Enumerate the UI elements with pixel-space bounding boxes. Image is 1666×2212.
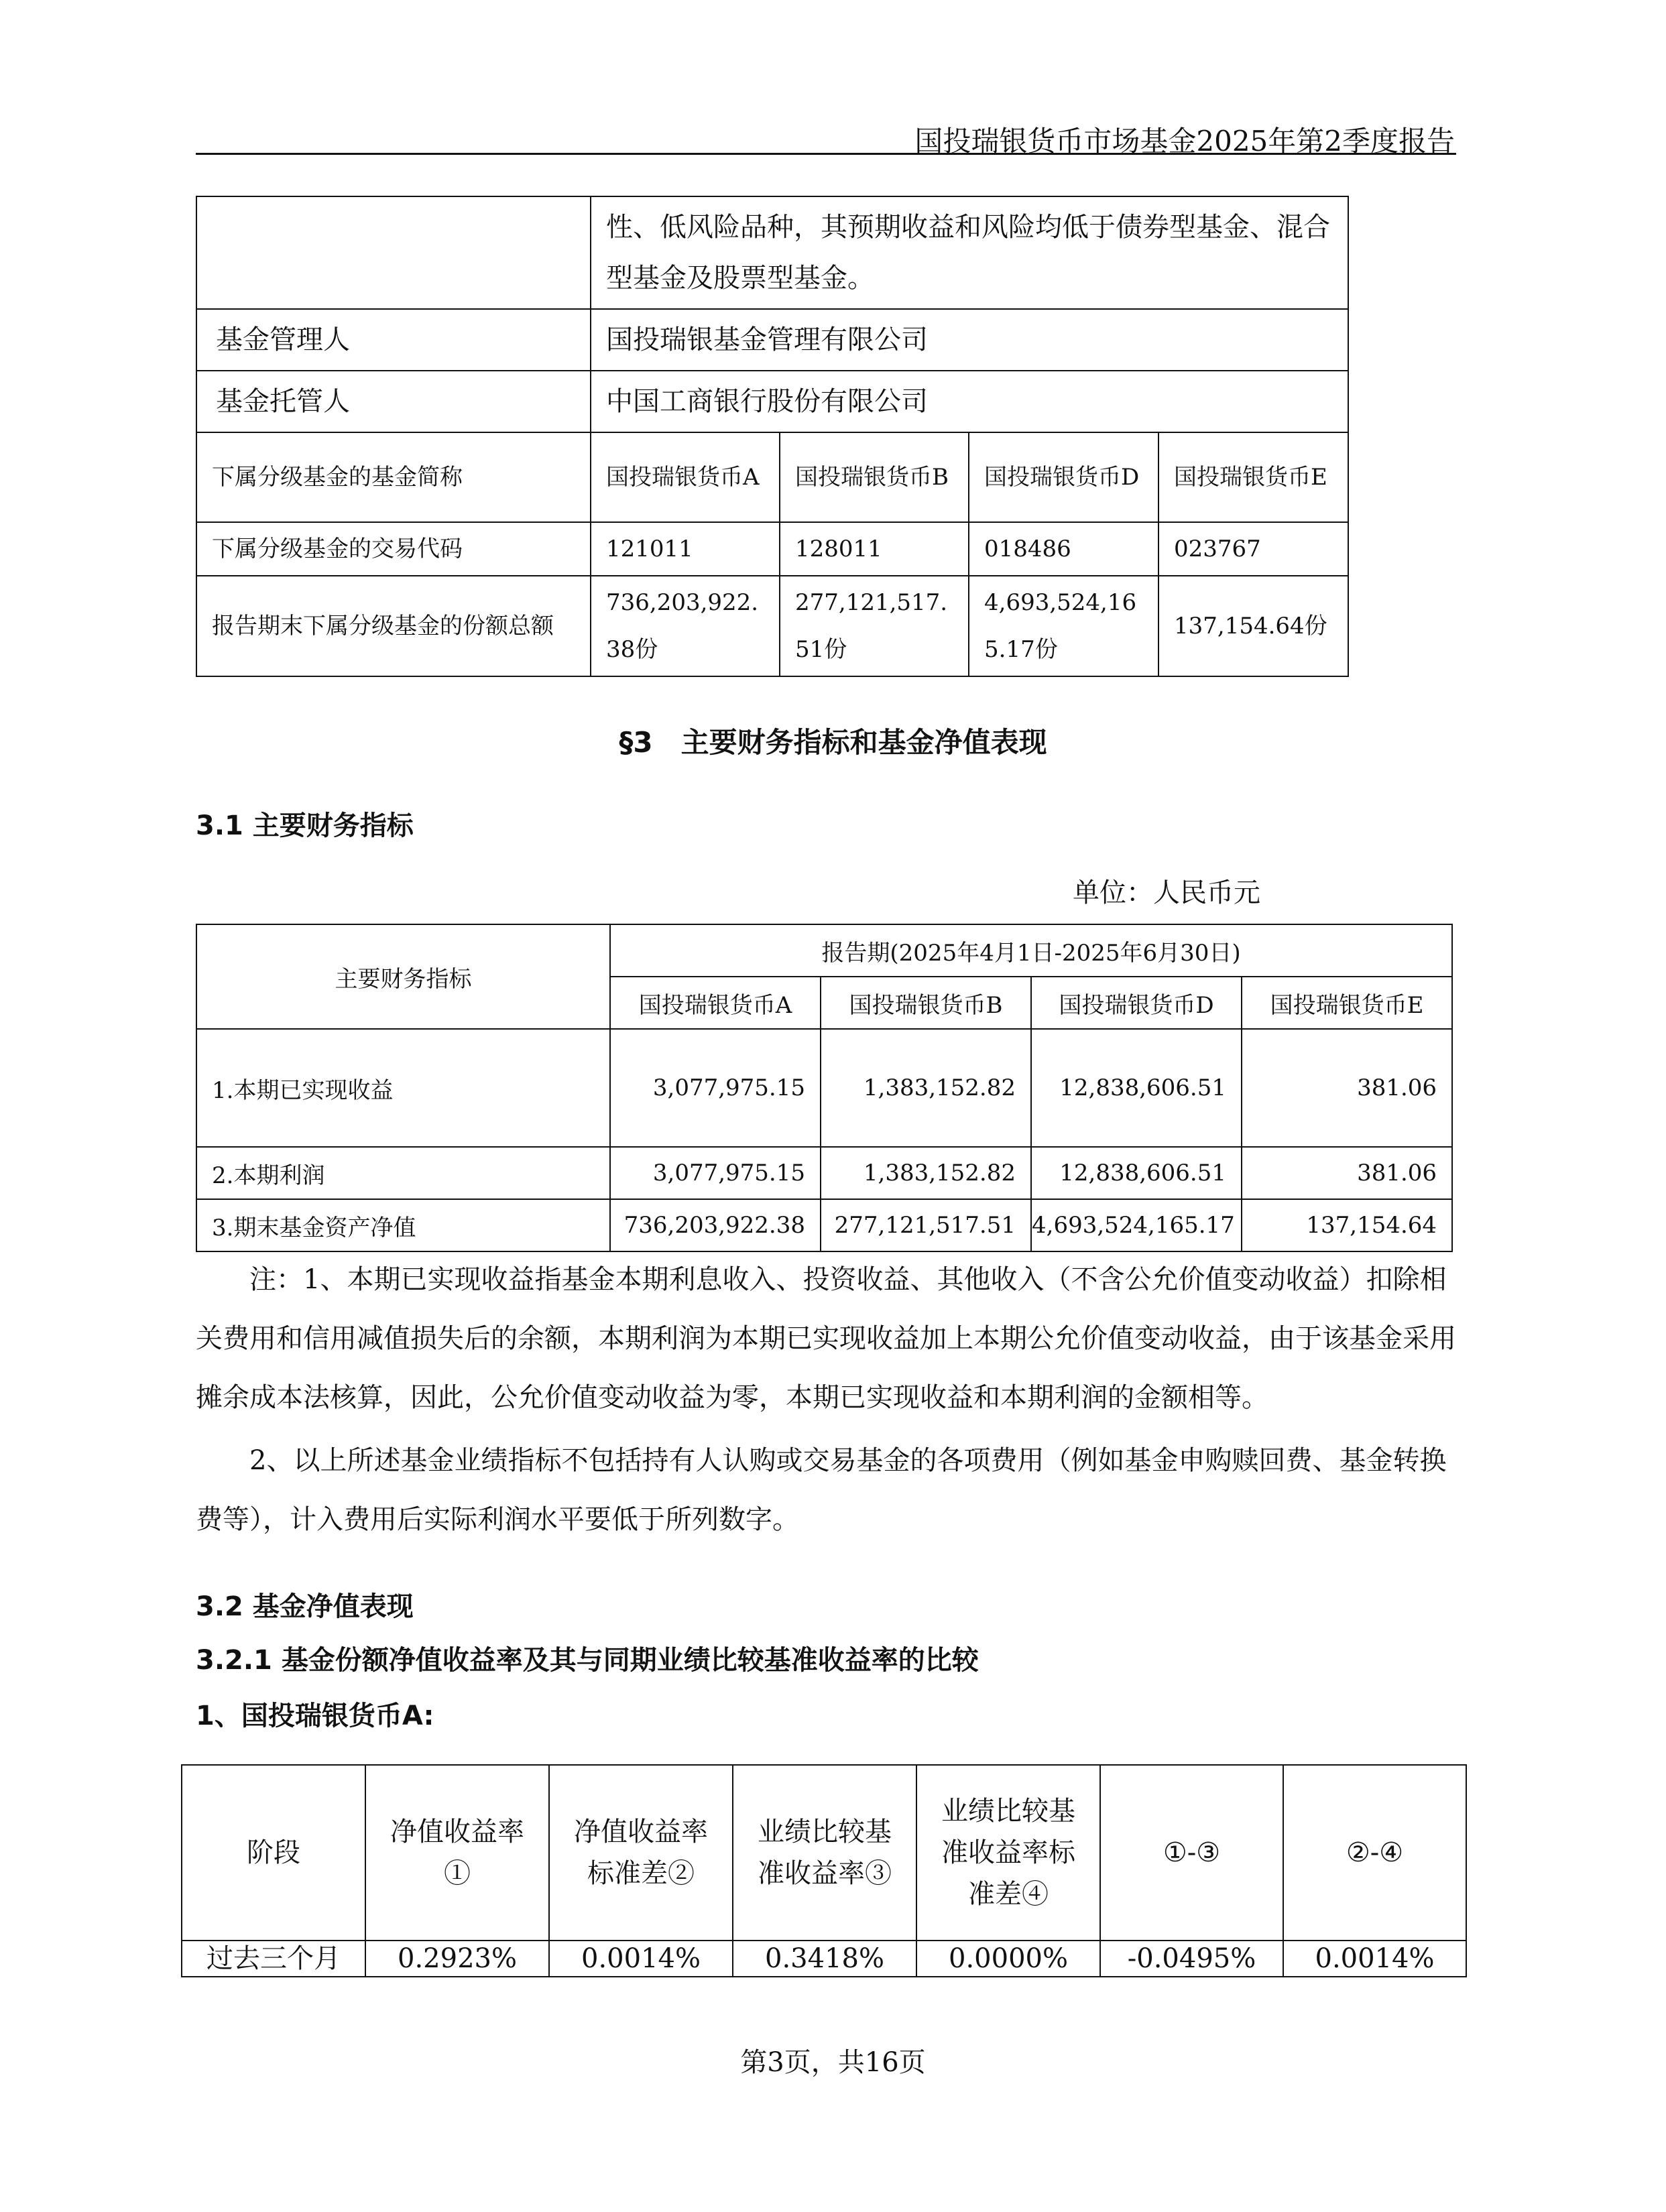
period-header: 报告期(2025年4月1日-2025年6月30日) — [610, 924, 1452, 977]
cell-value: 0.3418% — [733, 1941, 916, 1977]
row-label: 3.期末基金资产净值 — [196, 1199, 610, 1251]
col-header-e: 国投瑞银货币E — [1242, 977, 1452, 1029]
header-stage: 阶段 — [182, 1765, 365, 1941]
cell-value: 0.2923% — [365, 1941, 549, 1977]
note-1: 注：1、本期已实现收益指基金本期利息收入、投资收益、其他收入（不含公允价值变动收益）扣除相关费用和信用减值损失后的余额，本期利润为本期已实现收益加上本期公允价值变动收益，由于该基金采用摊余成本法核算，因此，公允价值变动收益为零，本期已实现收益和本期利润的金额相等。 — [196, 1264, 1456, 1413]
section-3-title: §3 主要财务指标和基金净值表现 — [619, 726, 1047, 759]
codes-label: 下属分级基金的交易代码 — [196, 522, 591, 576]
row-label: 1.本期已实现收益 — [196, 1029, 610, 1147]
stage-cell: 过去三个月 — [182, 1941, 365, 1977]
code-d: 018486 — [969, 522, 1158, 576]
shares-a: 736,203,922.38份 — [591, 576, 780, 676]
cell-value: 3,077,975.15 — [610, 1029, 821, 1147]
table-row — [196, 1029, 1452, 1147]
share-names-label: 下属分级基金的基金简称 — [196, 432, 591, 522]
share-name-a: 国投瑞银货币A — [591, 432, 780, 522]
table-corner-header: 主要财务指标 — [196, 924, 610, 1029]
code-e: 023767 — [1158, 522, 1348, 576]
shares-label: 报告期末下属分级基金的份额总额 — [196, 576, 591, 676]
cell-value: 381.06 — [1242, 1147, 1452, 1199]
share-class-a-title: 1、国投瑞银货币A: — [196, 1701, 434, 1731]
fund-info-table — [196, 196, 1349, 677]
subsection-3-2-title: 3.2 基金净值表现 — [196, 1591, 414, 1622]
share-name-d: 国投瑞银货币D — [969, 432, 1158, 522]
cell-value: 0.0014% — [1283, 1941, 1466, 1977]
shares-d: 4,693,524,165.17份 — [969, 576, 1158, 676]
cell-value: 137,154.64 — [1242, 1199, 1452, 1251]
notes-block — [196, 1250, 1456, 1549]
header-nav-stdev: 净值收益率标准差② — [549, 1765, 733, 1941]
cell-value: 4,693,524,165.17 — [1031, 1199, 1242, 1251]
header-benchmark-return: 业绩比较基准收益率③ — [733, 1765, 916, 1941]
subsection-3-1-title: 3.1 主要财务指标 — [196, 810, 414, 841]
table-row — [196, 1147, 1452, 1199]
table-row — [196, 924, 1452, 977]
table-row — [196, 1199, 1452, 1251]
header-benchmark-stdev: 业绩比较基准收益率标准差④ — [916, 1765, 1100, 1941]
share-name-b: 国投瑞银货币B — [780, 432, 969, 522]
cell-value: 1,383,152.82 — [821, 1029, 1031, 1147]
cell-value: -0.0495% — [1100, 1941, 1283, 1977]
cell-value: 3,077,975.15 — [610, 1147, 821, 1199]
manager-value: 国投瑞银基金管理有限公司 — [591, 309, 1348, 371]
table-row — [196, 371, 1348, 432]
cell-value: 12,838,606.51 — [1031, 1029, 1242, 1147]
manager-label: 基金管理人 — [196, 309, 591, 371]
share-name-e: 国投瑞银货币E — [1158, 432, 1348, 522]
shares-b: 277,121,517.51份 — [780, 576, 969, 676]
table-row — [182, 1941, 1466, 1977]
table-row — [196, 432, 1348, 522]
subsection-3-2-1-title: 3.2.1 基金份额净值收益率及其与同期业绩比较基准收益率的比较 — [196, 1645, 979, 1676]
custodian-label: 基金托管人 — [196, 371, 591, 432]
header-nav-return: 净值收益率① — [365, 1765, 549, 1941]
note-2: 2、以上所述基金业绩指标不包括持有人认购或交易基金的各项费用（例如基金申购赎回费、基金转换费等），计入费用后实际利润水平要低于所列数字。 — [196, 1445, 1447, 1535]
cell-value: 0.0000% — [916, 1941, 1100, 1977]
table-row — [196, 522, 1348, 576]
cell-value: 12,838,606.51 — [1031, 1147, 1242, 1199]
performance-table — [181, 1764, 1467, 1977]
table-row — [196, 576, 1348, 676]
financial-indicators-table — [196, 924, 1453, 1252]
cell-value: 736,203,922.38 — [610, 1199, 821, 1251]
col-header-a: 国投瑞银货币A — [610, 977, 821, 1029]
table-row — [196, 196, 1348, 309]
shares-e: 137,154.64份 — [1158, 576, 1348, 676]
header-diff-1-3: ①-③ — [1100, 1765, 1283, 1941]
col-header-d: 国投瑞银货币D — [1031, 977, 1242, 1029]
cell-value: 0.0014% — [549, 1941, 733, 1977]
cell-value: 1,383,152.82 — [821, 1147, 1031, 1199]
fund-type-description: 性、低风险品种，其预期收益和风险均低于债券型基金、混合型基金及股票型基金。 — [591, 196, 1348, 309]
header-diff-2-4: ②-④ — [1283, 1765, 1466, 1941]
custodian-value: 中国工商银行股份有限公司 — [591, 371, 1348, 432]
unit-label: 单位：人民币元 — [1073, 877, 1260, 908]
cell-value: 277,121,517.51 — [821, 1199, 1031, 1251]
empty-cell — [196, 196, 591, 309]
table-row — [182, 1765, 1466, 1941]
header-rule — [196, 153, 1456, 155]
report-header-title: 国投瑞银货币市场基金2025年第2季度报告 — [914, 125, 1455, 158]
page-footer: 第3页，共16页 — [740, 2047, 926, 2078]
table-row — [196, 309, 1348, 371]
code-b: 128011 — [780, 522, 969, 576]
col-header-b: 国投瑞银货币B — [821, 977, 1031, 1029]
code-a: 121011 — [591, 522, 780, 576]
cell-value: 381.06 — [1242, 1029, 1452, 1147]
row-label: 2.本期利润 — [196, 1147, 610, 1199]
